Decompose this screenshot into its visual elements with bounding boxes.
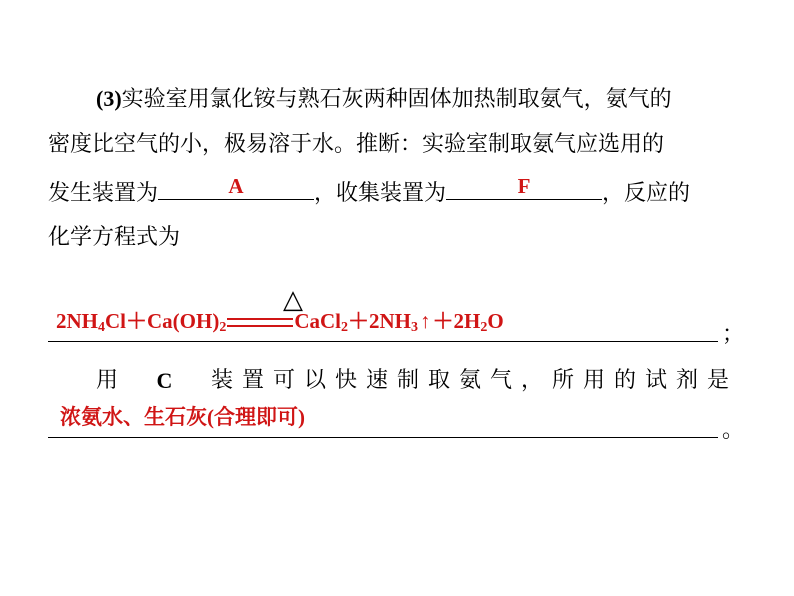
eq-part: ＋2NH [348,309,411,333]
question-line-3 [48,174,691,209]
question-number: (3) [96,86,122,111]
eq-sub: 3 [411,320,418,335]
question-line-4 [48,223,180,253]
equation-end-mark: ； [722,322,745,347]
blank-generator [158,174,314,200]
eq-part: Cl＋Ca(OH) [105,309,220,333]
blank-collector [446,174,602,200]
reagent-underline [48,437,718,438]
eq-sub: 2 [219,320,227,335]
question-text-6a: 用 [96,368,119,393]
question-line-1 [96,84,672,115]
eq-sub: 4 [98,320,105,335]
reagent-answer: 浓氨水、生石灰(合理即可) [60,405,305,429]
question-text-4: 化学方程式为 [48,225,181,250]
question-text-3a: 发生装置为 [48,181,159,206]
equation-underline [48,341,718,342]
equals-sign [227,318,293,328]
reagent-end-mark: 。 [722,418,745,443]
chemical-equation [56,306,504,343]
eq-sub: 2 [341,320,348,335]
device-c-label: C [156,368,173,393]
answer-collector: F [517,174,531,198]
heating-condition: △ [283,285,303,315]
eq-sub: 2 [480,320,488,335]
eq-part: 2NH [56,309,98,333]
question-text-6b: 装置可以快速制取氨气，所用的试剂是 [210,368,738,393]
gas-arrow: ↑ [420,309,431,333]
question-line-2 [48,130,664,160]
question-text-3b: ，收集装置为 [314,181,447,206]
answer-generator: A [228,174,244,198]
question-text-2: 密度比空气的小，极易溶于水。推断：实验室制取氨气应选用的 [48,132,665,157]
question-text-1: 实验室用氯化铵与熟石灰两种固体加热制取氨气，氨气的 [121,87,672,112]
question-text-3c: ，反应的 [602,181,691,206]
eq-part: ＋2H [432,309,481,333]
question-line-6 [96,366,738,396]
eq-part: CaCl [294,309,341,333]
eq-part: O [487,309,504,333]
